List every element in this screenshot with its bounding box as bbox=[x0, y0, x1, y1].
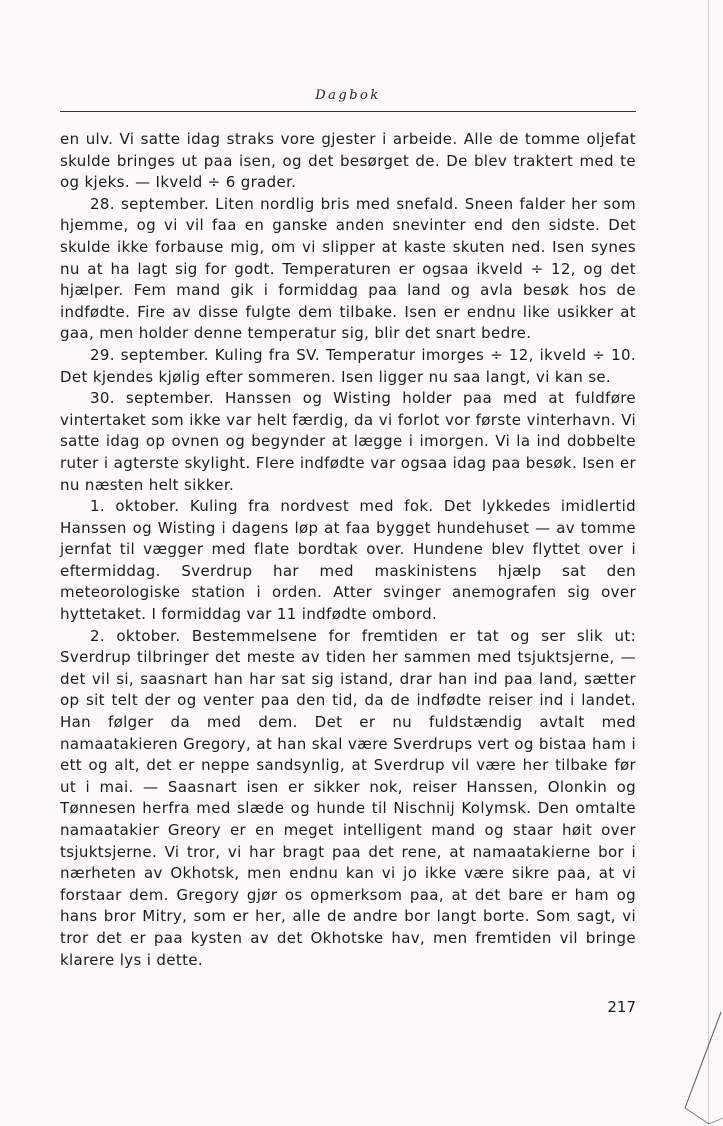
diary-entry-30-september: 30. september. Hanssen og Wisting holder paa med at fuldføre vintertaket som ikke var helt færdig, da vi forlot vor første vinterhavn. Vi satte idag op ovnen og begynder at lægge i imorgen. Vi la ind dobbelte ruter i agterste skylight. Flere indfødte var ogsaa idag paa besøk. Isen er nu næsten helt sikker. bbox=[60, 389, 636, 494]
diary-entry-2-oktober: 2. oktober. Bestemmelsene for fremtiden er tat og ser slik ut: Sverdrup tilbringer det meste av tiden her sammen med tsjuktsjerne, — det vil si, saasnart han har sat sig istand, drar han ind paa land, sætter op sit telt der og venter paa den tid, da de indfødte reiser ind i landet. Han følger da med dem. Det er nu fuldstændig avtalt med namaatakieren Gregory, at han skal være Sverdrups vert og bistaa ham i ett og alt, det er neppe sandsynlig, at Sverdrup vil være her tilbake før ut i mai. — Saasnart isen er sikker nok, reiser Hanssen, Olonkin og Tønnesen herfra med slæde og hunde til Nischnij Kolymsk. Den omtalte namaatakier Greory er en meget intelligent mand og staar høit over tsjuktsjerne. Vi tror, vi har bragt paa det rene, at namaatakierne bor i nærheten av Okhotsk, men endnu kan vi jo ikke være sikre paa, at vi forstaar dem. Gregory gjør os opmerksom paa, at det bare er ham og hans bror Mitry, som er her, alle de andre bor langt borte. Som sagt, vi tror det er paa kysten av det Okhotske hav, men fremtiden vil bringe klarere lys i dette. bbox=[60, 626, 636, 969]
page-number: 217 bbox=[607, 998, 636, 1016]
diary-entry-29-september: 29. september. Kuling fra SV. Temperatur imorges ÷ 12, ikveld ÷ 10. Det kjendes kjølig efter sommeren. Isen ligger nu saa langt, vi kan se. bbox=[60, 345, 636, 386]
diary-entry-28-september: 28. september. Liten nordlig bris med snefald. Sneen falder her som hjemme, og vi vil faa en ganske anden snevinter end den sidste. Det skulde ikke forbause mig, om vi slipper at kaste skuten ned. Isen synes nu at ha lagt sig for godt. Temperaturen er ogsaa ikveld ÷ 12, og det hjælper. Fem mand gik i formiddag paa land og avla besøk hos de indfødte. Fire av disse fulgte dem tilbake. Isen er endnu like usikker at gaa, men holder denne temperatur sig, blir det snart bedre. bbox=[60, 194, 636, 343]
page-corner-fold bbox=[663, 1006, 723, 1126]
diary-body bbox=[60, 129, 636, 971]
diary-entry-1-oktober: 1. oktober. Kuling fra nordvest med fok. Det lykkedes imidlertid Hanssen og Wisting i dagens løp at faa bygget hundehuset — av tomme jernfat til vægger med flate bordtak over. Hundene blev flyttet over i eftermiddag. Sverdrup har med maskinistens hjælp sat den meteorologiske station i orden. Atter svinger anemografen sig over hyttetaket. I formiddag var 11 indfødte ombord. bbox=[60, 497, 636, 624]
running-head: Dagbok bbox=[315, 88, 381, 103]
header-rule bbox=[60, 111, 636, 112]
page-edge-line bbox=[708, 0, 709, 1126]
paragraph-continuation: en ulv. Vi satte idag straks vore gjester i arbeide. Alle de tomme oljefat skulde bringes ut paa isen, og det besørget de. De blev traktert med te og kjeks. — Ikveld ÷ 6 grader. bbox=[60, 130, 636, 192]
